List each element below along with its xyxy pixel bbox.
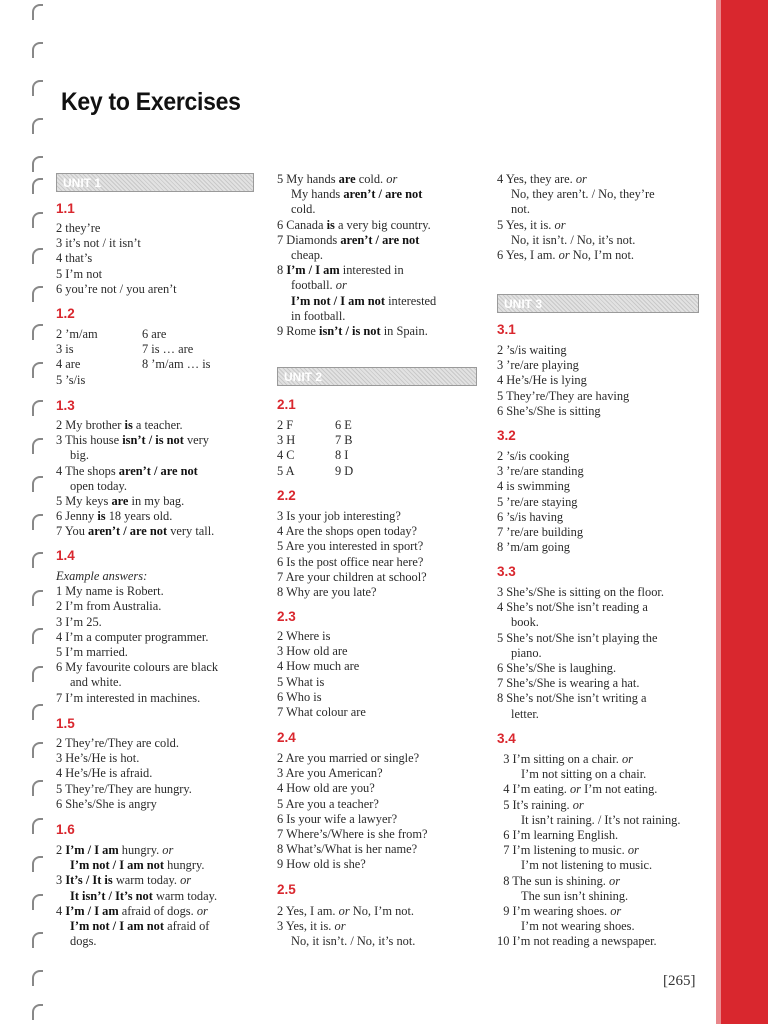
section-1-3-answers: [56, 418, 266, 540]
section-1-6-heading: 1.6: [56, 822, 75, 837]
section-2-4-heading: 2.4: [277, 730, 296, 745]
section-2-3-answers: [277, 629, 483, 720]
answer-line: 2 ’s/is waiting: [497, 343, 567, 357]
answer-cell: 7 B: [335, 433, 353, 448]
answer-line: 6 Yes, I am. or No, I’m not.: [497, 248, 635, 263]
section-3-2-heading: 3.2: [497, 428, 516, 443]
answer-line: I’m not / I am not hungry.: [70, 858, 205, 873]
answer-cell: 6 E: [335, 418, 352, 432]
answer-line: 5 My keys are in my bag.: [56, 494, 185, 509]
answer-line: 7 Where’s/Where is she from?: [277, 827, 428, 842]
answer-line: 8 Why are you late?: [277, 585, 377, 600]
answer-line: 6 She’s/She is angry: [56, 796, 157, 811]
answer-cell: 4 C: [277, 448, 295, 463]
answer-line: No, it isn’t. / No, it’s not.: [291, 934, 416, 949]
section-3-3-heading: 3.3: [497, 564, 516, 579]
answer-line: 7 What colour are: [277, 705, 366, 720]
answer-line: 4 How much are: [277, 659, 360, 674]
answer-line: It isn’t / It’s not warm today.: [70, 888, 218, 903]
section-1-2-heading: 1.2: [56, 306, 75, 321]
answer-line: 3 He’s/He is hot.: [56, 751, 140, 766]
answer-line: 8 What’s/What is her name?: [277, 842, 418, 857]
answer-line: book.: [511, 615, 539, 630]
answer-line: 5 Are you a teacher?: [277, 796, 379, 811]
answer-line: 2 they’re: [56, 221, 101, 235]
answer-line: 3 ’re/are standing: [497, 464, 584, 479]
section-2-5-heading: 2.5: [277, 882, 296, 897]
section-2-2-answers: [277, 509, 483, 600]
answer-line: 9 How old is she?: [277, 857, 366, 872]
example-label: Example answers:: [56, 569, 148, 583]
answer-line: not.: [511, 202, 530, 217]
answer-line: 6 ’s/is having: [497, 509, 564, 524]
answer-line: I’m not / I am not afraid of: [70, 919, 210, 934]
answer-line: 5 Are you interested in sport?: [277, 539, 424, 554]
answer-cell: 5 ’s/is: [56, 372, 86, 387]
column-2: [277, 0, 483, 949]
answer-line: 7 Diamonds aren’t / are not: [277, 232, 420, 247]
answer-line: 5 They’re/They are hungry.: [56, 781, 192, 796]
answer-line: 4 She’s not/She isn’t reading a: [497, 600, 648, 615]
section-2-5-continued: [497, 172, 712, 263]
section-2-3-heading: 2.3: [277, 609, 296, 624]
answer-line: I’m not / I am not interested: [291, 293, 437, 308]
unit-1-header: UNIT 1: [56, 173, 254, 192]
answer-line: open today.: [70, 478, 128, 493]
answer-line: 4 I’m / I am afraid of dogs. or: [56, 903, 208, 918]
answer-line: 4 How old are you?: [277, 781, 375, 796]
answer-line: 4 I’m a computer programmer.: [56, 629, 209, 644]
answer-line: 10 I’m not reading a newspaper.: [497, 934, 657, 949]
answer-line: No, it isn’t. / No, it’s not.: [511, 232, 636, 247]
answer-line: 4 that’s: [56, 251, 93, 266]
answer-line: football. or: [291, 278, 347, 293]
section-3-1-answers: [497, 343, 712, 419]
answer-line: piano.: [511, 645, 542, 660]
answer-line: 4 I’m eating. or I’m not eating.: [503, 782, 658, 797]
section-2-2-heading: 2.2: [277, 488, 296, 503]
answer-line: 2 Are you married or single?: [277, 751, 420, 765]
answer-line: 2 Where is: [277, 629, 331, 643]
answer-line: 6 you’re not / you aren’t: [56, 281, 177, 296]
answer-line: 9 I’m wearing shoes. or: [503, 904, 622, 919]
answer-cell: 3 is: [56, 342, 74, 357]
answer-line: letter.: [511, 706, 539, 721]
section-1-1-answers: [56, 221, 266, 297]
answer-line: 6 My favourite colours are black: [56, 660, 219, 675]
answer-line: 3 Are you American?: [277, 766, 383, 781]
answer-line: 9 Rome isn’t / is not in Spain.: [277, 324, 428, 339]
answer-line: 1 My name is Robert.: [56, 584, 164, 599]
section-3-1-heading: 3.1: [497, 322, 516, 337]
answer-line: 3 Yes, it is. or: [277, 919, 346, 934]
binding-marks: [28, 0, 48, 1024]
answer-line: I’m not listening to music.: [521, 858, 653, 873]
answer-line: 6 Is your wife a lawyer?: [277, 811, 398, 826]
answer-line: cold.: [291, 202, 316, 217]
answer-line: 6 Jenny is 18 years old.: [56, 509, 173, 524]
section-3-4-answers: [497, 752, 712, 950]
answer-line: and white.: [70, 675, 122, 690]
answer-line: 5 It’s raining. or: [503, 797, 584, 812]
answer-line: 5 Yes, it is. or: [497, 217, 566, 232]
answer-line: The sun isn’t shining.: [521, 888, 629, 903]
answer-line: 6 I’m learning English.: [503, 828, 619, 843]
section-2-4-answers: [277, 751, 483, 873]
answer-line: 6 She’s/She is laughing.: [497, 661, 617, 676]
section-1-2-answers: [56, 327, 266, 388]
answer-line: dogs.: [70, 934, 97, 949]
answer-cell: 4 are: [56, 357, 81, 372]
answer-line: 8 She’s not/She isn’t writing a: [497, 691, 647, 706]
section-3-2-answers: [497, 449, 712, 555]
answer-line: No, they aren’t. / No, they’re: [511, 187, 655, 202]
answer-line: 7 She’s/She is wearing a hat.: [497, 676, 640, 691]
answer-line: 3 Is your job interesting?: [277, 509, 401, 523]
answer-line: 3 This house isn’t / is not very: [56, 433, 209, 448]
answer-line: 7 I’m listening to music. or: [503, 843, 639, 858]
answer-line: cheap.: [291, 248, 323, 263]
answer-line: 3 ’re/are playing: [497, 358, 579, 373]
section-3-4-heading: 3.4: [497, 731, 516, 746]
answer-line: in football.: [291, 308, 346, 323]
answer-line: 3 I’m 25.: [56, 614, 102, 629]
answer-line: I’m not sitting on a chair.: [521, 767, 647, 782]
section-1-3-heading: 1.3: [56, 398, 75, 413]
answer-line: 7 Are your children at school?: [277, 569, 427, 584]
answer-cell: 8 ’m/am … is: [142, 357, 211, 372]
answer-cell: 5 A: [277, 463, 295, 478]
answer-cell: 2 ’m/am: [56, 327, 98, 341]
answer-cell: 2 F: [277, 418, 294, 432]
page-title: Key to Exercises: [61, 88, 241, 116]
answer-line: 5 What is: [277, 674, 325, 689]
red-margin-band: [721, 0, 768, 1024]
section-1-4-heading: 1.4: [56, 548, 75, 563]
answer-line: 8 The sun is shining. or: [503, 873, 621, 888]
answer-line: 5 My hands are cold. or: [277, 172, 398, 186]
section-1-3-continued: [277, 172, 483, 339]
answer-line: 5 ’re/are staying: [497, 494, 578, 509]
answer-line: 3 How old are: [277, 644, 348, 659]
answer-cell: 9 D: [335, 463, 354, 478]
section-2-1-heading: 2.1: [277, 397, 296, 412]
answer-line: 2 My brother is a teacher.: [56, 418, 183, 432]
answer-line: 8 ’m/am going: [497, 540, 570, 555]
answer-line: 2 ’s/is cooking: [497, 449, 570, 463]
answer-line: 5 I’m not: [56, 266, 103, 281]
answer-line: 4 The shops aren’t / are not: [56, 463, 198, 478]
answer-line: 6 Is the post office near here?: [277, 554, 424, 569]
answer-line: 4 Are the shops open today?: [277, 524, 418, 539]
answer-line: It isn’t raining. / It’s not raining.: [521, 812, 681, 827]
answer-line: 3 I’m sitting on a chair. or: [503, 752, 633, 766]
answer-line: big.: [70, 448, 89, 463]
answer-line: 2 I’m from Australia.: [56, 599, 162, 614]
answer-cell: 7 is … are: [142, 342, 194, 357]
answer-line: 6 She’s/She is sitting: [497, 403, 601, 418]
answer-cell: 6 are: [142, 327, 167, 341]
section-1-5-heading: 1.5: [56, 716, 75, 731]
answer-line: 4 Yes, they are. or: [497, 172, 587, 186]
answer-line: 8 I’m / I am interested in: [277, 263, 404, 278]
answer-line: 4 He’s/He is lying: [497, 373, 587, 388]
section-1-6-answers: [56, 843, 266, 949]
answer-line: 7 You aren’t / are not very tall.: [56, 524, 215, 539]
answer-line: 3 She’s/She is sitting on the floor.: [497, 585, 664, 599]
section-1-4-answers: [56, 569, 266, 706]
answer-line: 4 is swimming: [497, 479, 570, 494]
answer-line: My hands aren’t / are not: [291, 187, 423, 202]
answer-line: 5 She’s not/She isn’t playing the: [497, 630, 658, 645]
answer-line: 7 ’re/are building: [497, 525, 584, 540]
answer-line: 2 Yes, I am. or No, I’m not.: [277, 904, 415, 918]
answer-line: 3 it’s not / it isn’t: [56, 236, 141, 251]
answer-line: I’m not wearing shoes.: [521, 919, 635, 934]
unit-3-header: UNIT 3: [497, 294, 699, 313]
page-number: [265]: [663, 973, 696, 989]
section-1-1-heading: 1.1: [56, 201, 75, 216]
section-3-3-answers: [497, 585, 712, 722]
section-2-5-answers: [277, 904, 483, 950]
unit-2-header: UNIT 2: [277, 367, 477, 386]
answer-line: 3 It’s / It is warm today. or: [56, 873, 192, 888]
answer-line: 6 Who is: [277, 689, 322, 704]
answer-cell: 3 H: [277, 433, 296, 448]
answer-line: 2 I’m / I am hungry. or: [56, 843, 174, 857]
section-1-5-answers: [56, 736, 266, 812]
section-2-1-answers: [277, 418, 483, 479]
answer-line: 7 I’m interested in machines.: [56, 690, 201, 705]
answer-line: 4 He’s/He is afraid.: [56, 766, 153, 781]
answer-line: 5 I’m married.: [56, 645, 128, 660]
answer-line: 5 They’re/They are having: [497, 388, 630, 403]
answer-line: 2 They’re/They are cold.: [56, 736, 179, 750]
answer-cell: 8 I: [335, 448, 349, 463]
answer-line: 6 Canada is a very big country.: [277, 217, 431, 232]
